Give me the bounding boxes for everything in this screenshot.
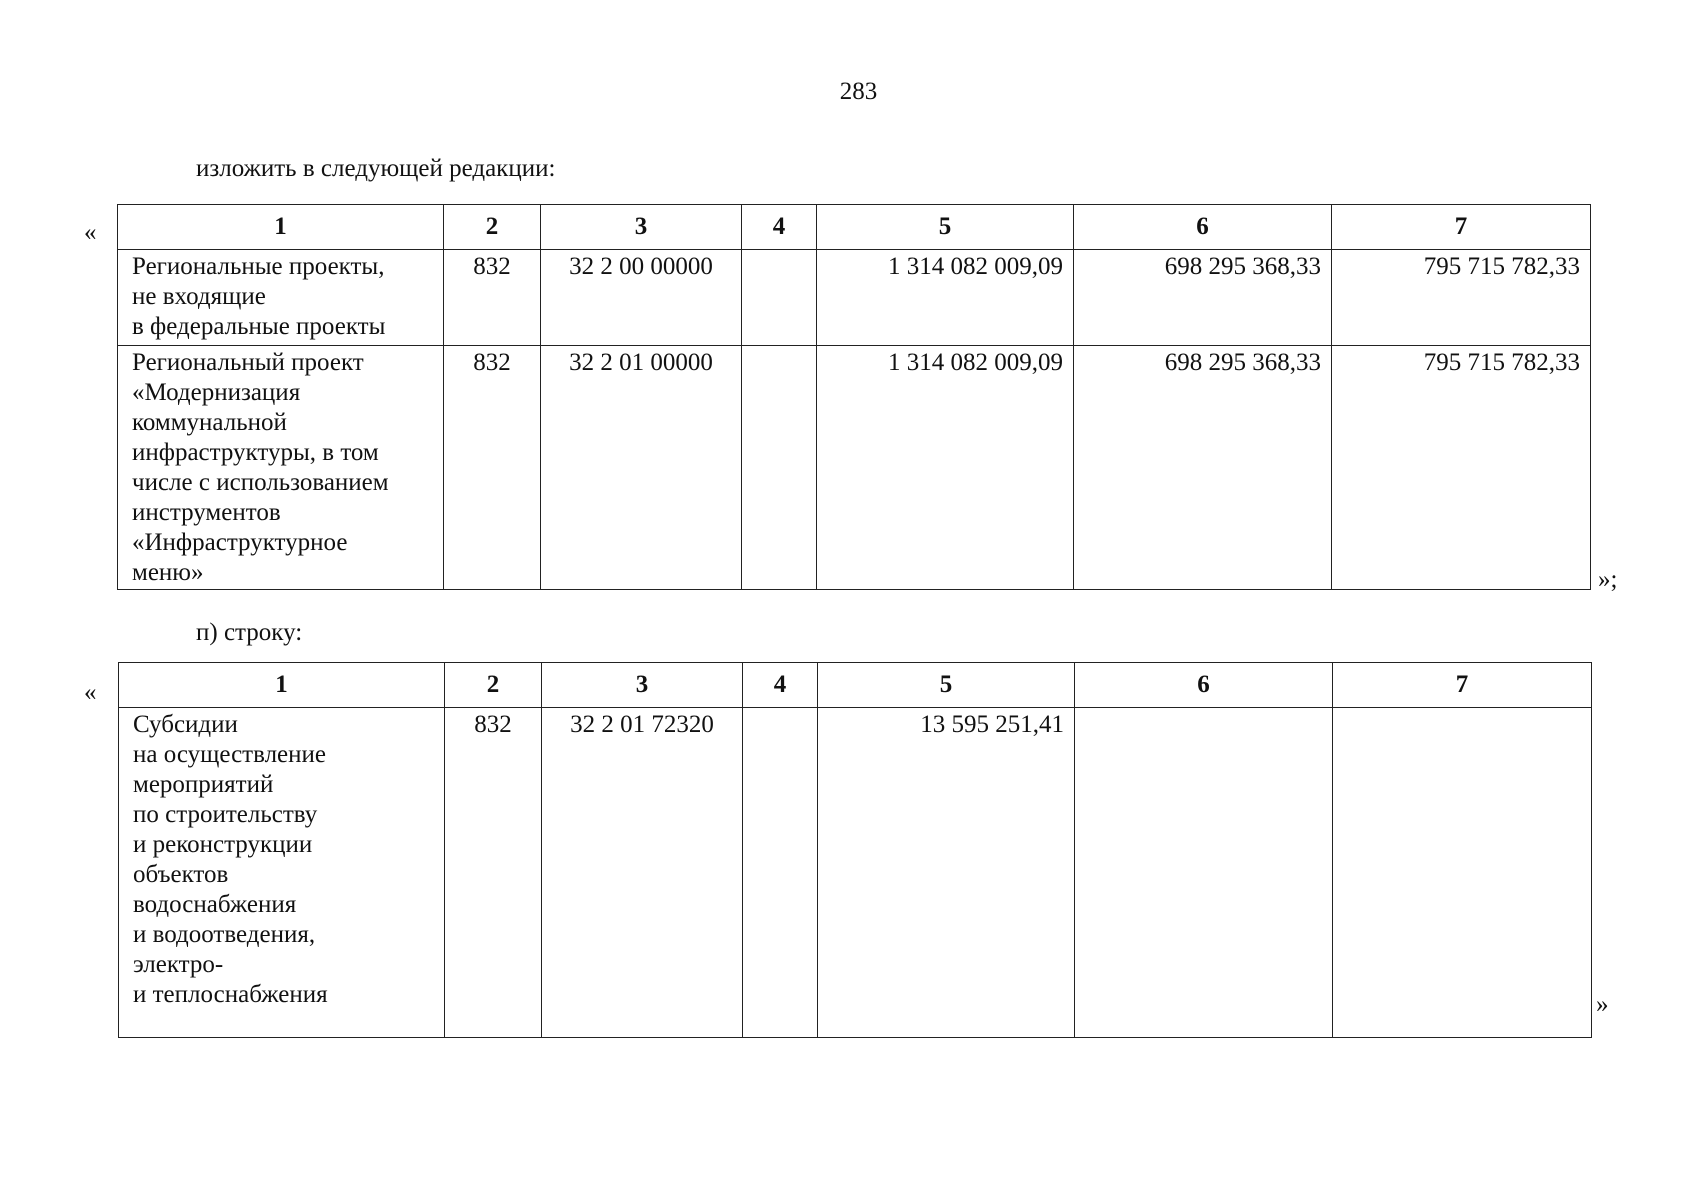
row-amount-3-cell: 795 715 782,33 [1332,250,1591,346]
row-name-line: объектов [133,861,229,888]
row-name-line: коммунальной [132,409,287,436]
row-name-line: числе с использованием [132,469,389,496]
table-1-header-col-1: 1 [118,205,444,250]
table-2-header-col-4: 4 [743,663,818,708]
row-name-line: в федеральные проекты [132,313,386,340]
row-amount-1-cell: 1 314 082 009,09 [817,250,1074,346]
row-name-line: «Инфраструктурное [132,529,348,556]
row-name-line: электро- [133,951,224,978]
table-2-header-col-7: 7 [1333,663,1592,708]
row-name-line: и теплоснабжения [133,981,328,1008]
row-name-line: водоснабжения [133,891,297,918]
row-code-cell: 832 [444,250,541,346]
row-name-line: на осуществление [133,741,327,768]
row-amount-3-cell: 795 715 782,33 [1332,346,1591,590]
opening-quote-1: « [84,219,97,246]
table-1-header-col-2: 2 [444,205,541,250]
row-name-line: мероприятий [133,771,274,798]
row-name-cell [118,250,444,346]
row-vr-cell [742,346,817,590]
opening-quote-2: « [84,679,97,706]
closing-quote-1: »; [1598,566,1618,593]
table-row [119,708,1592,1038]
row-name-line: инструментов [132,499,281,526]
table-1-header-col-7: 7 [1332,205,1591,250]
row-name-line: меню» [132,559,204,586]
row-name-line: не входящие [132,283,266,310]
table-2-header-row [119,663,1592,708]
section-p-text: п) строку: [196,619,303,646]
table-2-header-col-5: 5 [818,663,1075,708]
row-name-line: Субсидии [133,711,238,738]
table-1-header-col-4: 4 [742,205,817,250]
row-amount-1-cell: 13 595 251,41 [818,708,1075,1038]
closing-quote-2: » [1596,991,1609,1018]
table-1-header-col-3: 3 [541,205,742,250]
table-1-header-row [118,205,1591,250]
row-amount-1-cell: 1 314 082 009,09 [817,346,1074,590]
row-name-line: инфраструктуры, в том [132,439,379,466]
row-name-line: и водоотведения, [133,921,316,948]
table-1 [117,204,1591,590]
table-2 [118,662,1592,1038]
intro-text: изложить в следующей редакции: [196,155,556,182]
row-amount-3-cell [1333,708,1592,1038]
page-number: 283 [839,78,878,105]
row-vr-cell [743,708,818,1038]
row-code-cell: 832 [444,346,541,590]
row-name-line: по строительству [133,801,318,828]
row-csr-cell: 32 2 01 72320 [542,708,743,1038]
row-name-line: и реконструкции [133,831,313,858]
row-name-line: «Модернизация [132,379,301,406]
table-row [118,250,1591,346]
row-amount-2-cell: 698 295 368,33 [1074,346,1332,590]
table-row [118,346,1591,590]
row-amount-2-cell: 698 295 368,33 [1074,250,1332,346]
row-name-cell [119,708,445,1038]
row-name-cell [118,346,444,590]
table-2-header-col-1: 1 [119,663,445,708]
row-vr-cell [742,250,817,346]
table-2-header-col-2: 2 [445,663,542,708]
table-2-header-col-6: 6 [1075,663,1333,708]
row-name-line: Региональный проект [132,349,364,376]
row-csr-cell: 32 2 01 00000 [541,346,742,590]
row-csr-cell: 32 2 00 00000 [541,250,742,346]
row-code-cell: 832 [445,708,542,1038]
row-amount-2-cell [1075,708,1333,1038]
table-1-header-col-6: 6 [1074,205,1332,250]
table-1-header-col-5: 5 [817,205,1074,250]
row-name-line: Региональные проекты, [132,253,385,280]
table-2-header-col-3: 3 [542,663,743,708]
